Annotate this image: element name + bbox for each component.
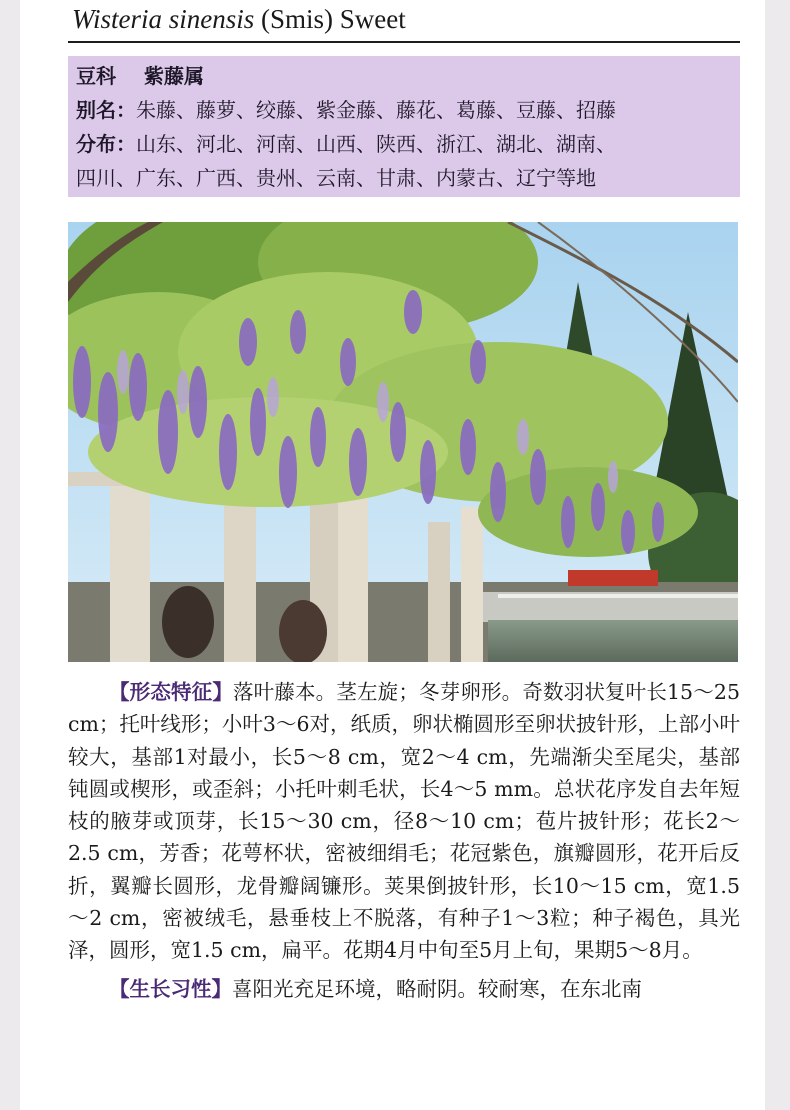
distribution-line-2 <box>76 162 596 191</box>
latin-name: Wisteria sinensis <box>72 4 255 34</box>
authority: (Smis) Sweet <box>261 4 406 34</box>
distribution-value-1: 山东、河北、河南、山西、陕西、浙江、湖北、湖南、 <box>136 132 616 156</box>
distribution-key: 分布： <box>76 132 136 156</box>
book-page <box>20 0 765 1110</box>
title-rule <box>68 41 740 43</box>
wisteria-photo <box>68 222 738 662</box>
alias-line <box>76 94 616 123</box>
morphology-paragraph <box>68 676 740 967</box>
body-text <box>68 676 740 1005</box>
page-title <box>72 4 406 35</box>
habit-text: 喜阳光充足环境，略耐阴。较耐寒，在东北南 <box>232 976 642 1001</box>
family-name: 豆科 <box>76 64 116 88</box>
info-box <box>68 56 740 197</box>
family-line <box>76 60 204 89</box>
habit-heading: 【生长习性】 <box>109 976 232 1001</box>
morphology-text: 落叶藤本。茎左旋；冬芽卵形。奇数羽状复叶长15～25 cm；托叶线形；小叶3～6对，纸质，卵状椭圆形至卵状披针形，上部小叶较大，基部1对最小，长5～8 cm，宽2～4 cm，先端渐尖至尾尖，基部钝圆或楔形，或歪斜；小托叶刺毛状，长4～5 mm。总状花序发自去年短枝的腋芽或顶芽，长15～30 cm，径8～10 cm；苞片披针形；花长2～2.5 cm，芳香；花萼杯状，密被细绢毛；花冠紫色，旗瓣圆形，花开后反折，翼瓣长圆形，龙骨瓣阔镰形。荚果倒披针形，长10～15 cm，宽1.5～2 cm，密被绒毛，悬垂枝上不脱落，有种子1～3粒；种子褐色，具光泽，圆形，宽1.5 cm，扁平。花期4月中旬至5月上旬，果期5～8月。 <box>68 680 741 963</box>
distribution-line <box>76 128 616 157</box>
morphology-heading: 【形态特征】 <box>109 680 233 704</box>
wisteria-pergola-illustration <box>68 222 738 662</box>
alias-value: 朱藤、藤萝、绞藤、紫金藤、藤花、葛藤、豆藤、招藤 <box>136 98 616 122</box>
distribution-value-2: 四川、广东、广西、贵州、云南、甘肃、内蒙古、辽宁等地 <box>76 166 596 190</box>
habit-paragraph <box>68 973 740 1005</box>
alias-key: 别名： <box>76 98 136 122</box>
genus-name: 紫藤属 <box>144 64 204 88</box>
